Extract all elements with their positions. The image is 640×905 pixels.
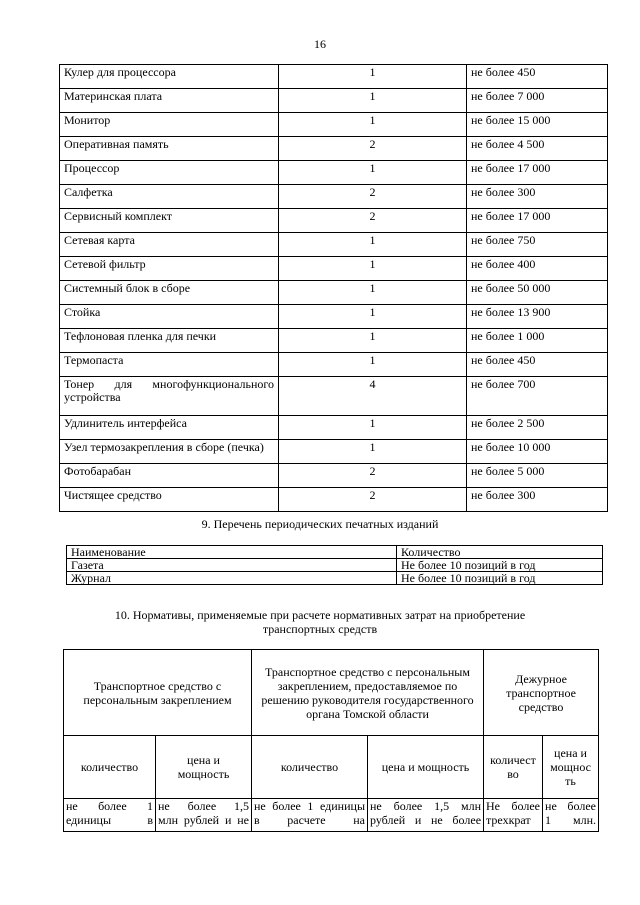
cell-price-1: не более 1,5 млн рублей и не	[156, 799, 252, 832]
cell-price: не более 5 000	[467, 464, 608, 488]
section-10-title-line2: транспортных средств	[262, 622, 378, 636]
cell-quantity: 1	[279, 329, 467, 353]
subheader-price-2: цена и мощность	[368, 736, 484, 799]
cell-quantity: 2	[279, 209, 467, 233]
cell-item-name: Тефлоновая пленка для печки	[60, 329, 279, 353]
cell-quantity: 1	[279, 305, 467, 329]
cell-price: не более 17 000	[467, 209, 608, 233]
cell-item-name: Термопаста	[60, 353, 279, 377]
cell-quantity: 2	[279, 464, 467, 488]
cell-quantity: 1	[279, 281, 467, 305]
cell-quantity: 1	[279, 161, 467, 185]
cell-item-name: Кулер для процессора	[60, 65, 279, 89]
table-row	[60, 89, 608, 113]
table-row	[60, 161, 608, 185]
cell-quantity: 1	[279, 65, 467, 89]
cell-qty-2: не более 1 единицы в расчете на	[252, 799, 368, 832]
cell-item-name: Тонер для многофункционального устройства	[60, 377, 279, 416]
cell-item-name: Сетевая карта	[60, 233, 279, 257]
cell-item-name: Оперативная память	[60, 137, 279, 161]
equipment-table	[59, 64, 608, 512]
header-qty: Количество	[397, 546, 603, 559]
cell-name: Газета	[67, 559, 397, 572]
cell-price: не более 450	[467, 353, 608, 377]
cell-quantity: 1	[279, 416, 467, 440]
cell-price: не более 15 000	[467, 113, 608, 137]
cell-price: не более 300	[467, 185, 608, 209]
table-row	[67, 559, 603, 572]
cell-item-name: Материнская плата	[60, 89, 279, 113]
cell-quantity: 4	[279, 377, 467, 416]
cell-quantity: 1	[279, 353, 467, 377]
cell-price: не более 300	[467, 488, 608, 512]
cell-price: не более 13 900	[467, 305, 608, 329]
subheader-price-3: цена и мощнос ть	[543, 736, 599, 799]
cell-price: не более 450	[467, 65, 608, 89]
table-row	[60, 281, 608, 305]
section-10-title-line1: 10. Нормативы, применяемые при расчете нормативных затрат на приобретение	[114, 608, 526, 622]
cell-qty: Не более 10 позиций в год	[397, 572, 603, 585]
table-row	[60, 137, 608, 161]
cell-price: не более 700	[467, 377, 608, 416]
header-name: Наименование	[67, 546, 397, 559]
table-row	[60, 209, 608, 233]
cell-quantity: 2	[279, 488, 467, 512]
table-row	[60, 113, 608, 137]
cell-qty-3: Не более трехкрат	[484, 799, 543, 832]
cell-item-name: Сетевой фильтр	[60, 257, 279, 281]
cell-name: Журнал	[67, 572, 397, 585]
section-10-title	[0, 608, 640, 636]
cell-price: не более 4 500	[467, 137, 608, 161]
cell-quantity: 1	[279, 113, 467, 137]
subheader-qty-3: количест во	[484, 736, 543, 799]
table-row	[60, 233, 608, 257]
cell-price-3: не более 1 млн.	[543, 799, 599, 832]
cell-item-name: Узел термозакрепления в сборе (печка)	[60, 440, 279, 464]
cell-qty: Не более 10 позиций в год	[397, 559, 603, 572]
cell-item-name: Фотобарабан	[60, 464, 279, 488]
cell-price: не более 10 000	[467, 440, 608, 464]
cell-item-name: Монитор	[60, 113, 279, 137]
table-row	[60, 464, 608, 488]
cell-item-name: Чистящее средство	[60, 488, 279, 512]
cell-price: не более 17 000	[467, 161, 608, 185]
cell-item-name: Стойка	[60, 305, 279, 329]
header-by-decision: Транспортное средство с персональным закреплением, предоставляемое по решению руководителя государственного органа Томской области	[252, 650, 484, 736]
cell-price: не более 2 500	[467, 416, 608, 440]
table-row	[64, 799, 599, 832]
table-row	[60, 440, 608, 464]
cell-price: не более 400	[467, 257, 608, 281]
page-number: 16	[314, 37, 326, 51]
cell-item-name: Системный блок в сборе	[60, 281, 279, 305]
cell-item-name: Процессор	[60, 161, 279, 185]
cell-qty-1: не более 1 единицы в	[64, 799, 156, 832]
cell-quantity: 1	[279, 89, 467, 113]
cell-quantity: 1	[279, 257, 467, 281]
periodicals-table	[66, 545, 603, 585]
cell-price: не более 50 000	[467, 281, 608, 305]
table-row	[60, 257, 608, 281]
cell-quantity: 2	[279, 185, 467, 209]
cell-quantity: 1	[279, 440, 467, 464]
cell-quantity: 1	[279, 233, 467, 257]
table-row	[60, 185, 608, 209]
header-personal: Транспортное средство с персональным закреплением	[64, 650, 252, 736]
cell-quantity: 2	[279, 137, 467, 161]
section-9-title: 9. Перечень периодических печатных изданий	[201, 517, 439, 531]
table-row	[60, 329, 608, 353]
table-row	[60, 377, 608, 416]
cell-item-name: Сервисный комплект	[60, 209, 279, 233]
table-row	[60, 416, 608, 440]
table-row	[60, 305, 608, 329]
cell-price: не более 1 000	[467, 329, 608, 353]
table-row	[67, 572, 603, 585]
cell-item-name: Салфетка	[60, 185, 279, 209]
subheader-qty-2: количество	[252, 736, 368, 799]
table-row	[60, 488, 608, 512]
cell-price: не более 7 000	[467, 89, 608, 113]
header-duty: Дежурное транспортное средство	[484, 650, 599, 736]
cell-price-2: не более 1,5 млн рублей и не более	[368, 799, 484, 832]
transport-norms-table	[63, 649, 599, 832]
table-row	[60, 65, 608, 89]
table-row	[60, 353, 608, 377]
subheader-price-1: цена и мощность	[156, 736, 252, 799]
cell-price: не более 750	[467, 233, 608, 257]
table-header-row	[67, 546, 603, 559]
subheader-qty-1: количество	[64, 736, 156, 799]
cell-item-name: Удлинитель интерфейса	[60, 416, 279, 440]
